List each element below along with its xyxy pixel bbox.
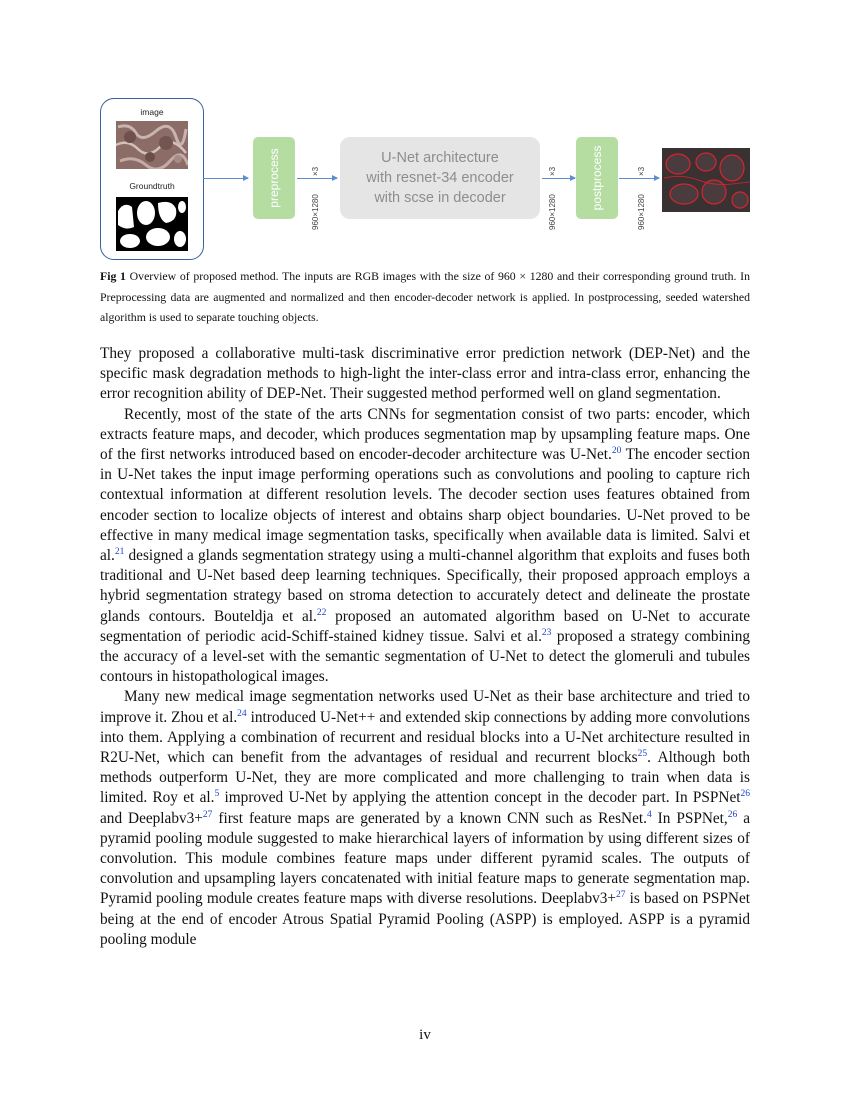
citation-ref[interactable]: 27 — [202, 809, 213, 820]
citation-ref[interactable]: 26 — [727, 809, 738, 820]
citation-ref[interactable]: 4 — [646, 809, 652, 820]
caption-label: Fig 1 — [100, 269, 126, 283]
postprocess-block — [576, 137, 618, 219]
preprocess-block — [253, 137, 295, 219]
paragraph-1: They proposed a collaborative multi-task discriminative error prediction network (DEP-Net) and the specific mask degradation methods to high-light the inter-class error and intra-class error, enhancing the error recognition ability of DEP-Net. Their suggested method performed well on gland segmentation. — [100, 345, 750, 403]
arrow-to-output — [619, 178, 659, 179]
citation-ref[interactable]: 25 — [637, 749, 648, 760]
citation-ref[interactable]: 27 — [616, 890, 626, 901]
segmentation-output-image — [662, 148, 750, 212]
postprocess-label: postprocess — [590, 145, 604, 211]
text-run: introduced U-Net++ and extended skip connections by adding more convolutions into them. Applying a combination of recurrent and residual blocks into a U-Net architecture resulted in R2U-Net, which can benefit from the advantages of residual and recurrent blocks — [100, 708, 750, 767]
text-run: first feature maps are generated by a known CNN such as ResNet. — [212, 809, 647, 827]
text-run: is based on PSPNet being at the end of encoder Atrous Spatial Pyramid Pooling (ASPP) is employed. ASPP is a pyramid pooling module — [100, 890, 751, 948]
arrow-to-preprocess — [203, 178, 248, 179]
citation-ref[interactable]: 20 — [611, 446, 622, 457]
citation-ref[interactable]: 5 — [214, 789, 220, 800]
histology-image-thumbnail — [116, 121, 188, 169]
figure-1 — [100, 96, 750, 266]
input-image-label: image — [140, 107, 164, 117]
dim-channels-label: ×3 — [311, 166, 320, 176]
dim-resolution-label-3: 960×1280 — [637, 194, 646, 230]
unet-line-2: with resnet-34 encoder — [366, 170, 514, 186]
groundtruth-mask-thumbnail — [116, 197, 188, 251]
dim-channels-label-2: ×3 — [548, 166, 557, 176]
text-run: proposed a strategy combining the accuracy of a level-set with the semantic segmentation of U-Net to detect the glomeruli and tubules contours in histopathological images. — [100, 627, 750, 686]
citation-ref[interactable]: 23 — [541, 627, 552, 638]
dim-channels-label-3: ×3 — [637, 166, 646, 176]
unet-architecture-block — [340, 137, 540, 219]
unet-line-3: with scse in decoder — [374, 190, 506, 206]
arrow-to-postprocess — [542, 178, 575, 179]
text-run: improved U-Net by applying the attention concept in the decoder part. In PSPNet — [219, 789, 741, 807]
text-run: Recently, most of the state of the arts CNNs for segmentation consist of two parts: encoder, which extracts feature maps, and decoder, which produces segmentation map by upsampling feature maps. One of the first networks introduced based on encoder-decoder architecture was U-Net. — [100, 405, 750, 464]
caption-text: Overview of proposed method. The inputs are RGB images with the size of 960 × 1280 and their corresponding ground truth. In Preprocessing data are augmented and normalized and then encoder-decoder network is applied. In postprocessing, seeded watershed algorithm is used to separate touching objects. — [100, 269, 750, 324]
text-run: and Deeplabv3+ — [100, 809, 203, 827]
text-run: In PSPNet, — [651, 809, 728, 827]
unet-line-1: U-Net architecture — [381, 150, 499, 166]
text-run: a pyramid pooling module suggested to make hierarchical layers of information by using different sizes of convolution. This module combines feature maps under different pyramid scales. The outputs of convolution and upsampling layers concatenated with initial feature maps to generate segmentation map. Pyramid pooling module creates feature maps with diverse resolutions. Deeplabv3+ — [100, 809, 751, 908]
citation-ref[interactable]: 21 — [114, 547, 125, 558]
input-panel — [100, 98, 204, 260]
preprocess-label: preprocess — [267, 148, 281, 208]
text-run: . Although both methods outperform U-Net, they are more complicated and more challenging to train when data is limited. Roy et al. — [100, 749, 750, 807]
text-run: designed a glands segmentation strategy using a multi-channel algorithm that exploits and fuses both traditional and U-Net based deep learning techniques. Specifically, their proposed approach employs a hybrid segmentation strategy based on stroma detection to accurately detect and delineate the prostate glands contours. Bouteldja et al. — [100, 547, 750, 625]
paragraph-3 — [100, 687, 750, 950]
body-text — [100, 344, 750, 950]
text-run: proposed an automated algorithm based on U-Net to accurate segmentation of periodic acid-Schiff-stained kidney tissue. Salvi et al. — [100, 607, 750, 645]
paragraph-2 — [100, 405, 750, 688]
citation-ref[interactable]: 24 — [237, 708, 247, 719]
text-run: The encoder section in U-Net takes the input image performing operations such as convolutions and pooling to capture rich contextual information at different resolution levels. The decoder section uses features obtained from encoder section to localize objects of interest and obtains sharp object boundaries. U-Net proved to be effective in many medical image segmentation tasks, specifically when available data is limited. Salvi et al. — [100, 446, 751, 565]
groundtruth-label: Groundtruth — [129, 181, 175, 191]
citation-ref[interactable]: 26 — [740, 789, 750, 800]
dim-resolution-label-2: 960×1280 — [548, 194, 557, 230]
citation-ref[interactable]: 22 — [316, 607, 327, 618]
dim-resolution-label: 960×1280 — [311, 194, 320, 230]
figure-caption — [100, 266, 750, 328]
arrow-to-unet — [297, 178, 337, 179]
page-number: iv — [419, 1027, 431, 1043]
text-run: Many new medical image segmentation networks used U-Net as their base architecture and tried to improve it. Zhou et al. — [100, 688, 750, 726]
